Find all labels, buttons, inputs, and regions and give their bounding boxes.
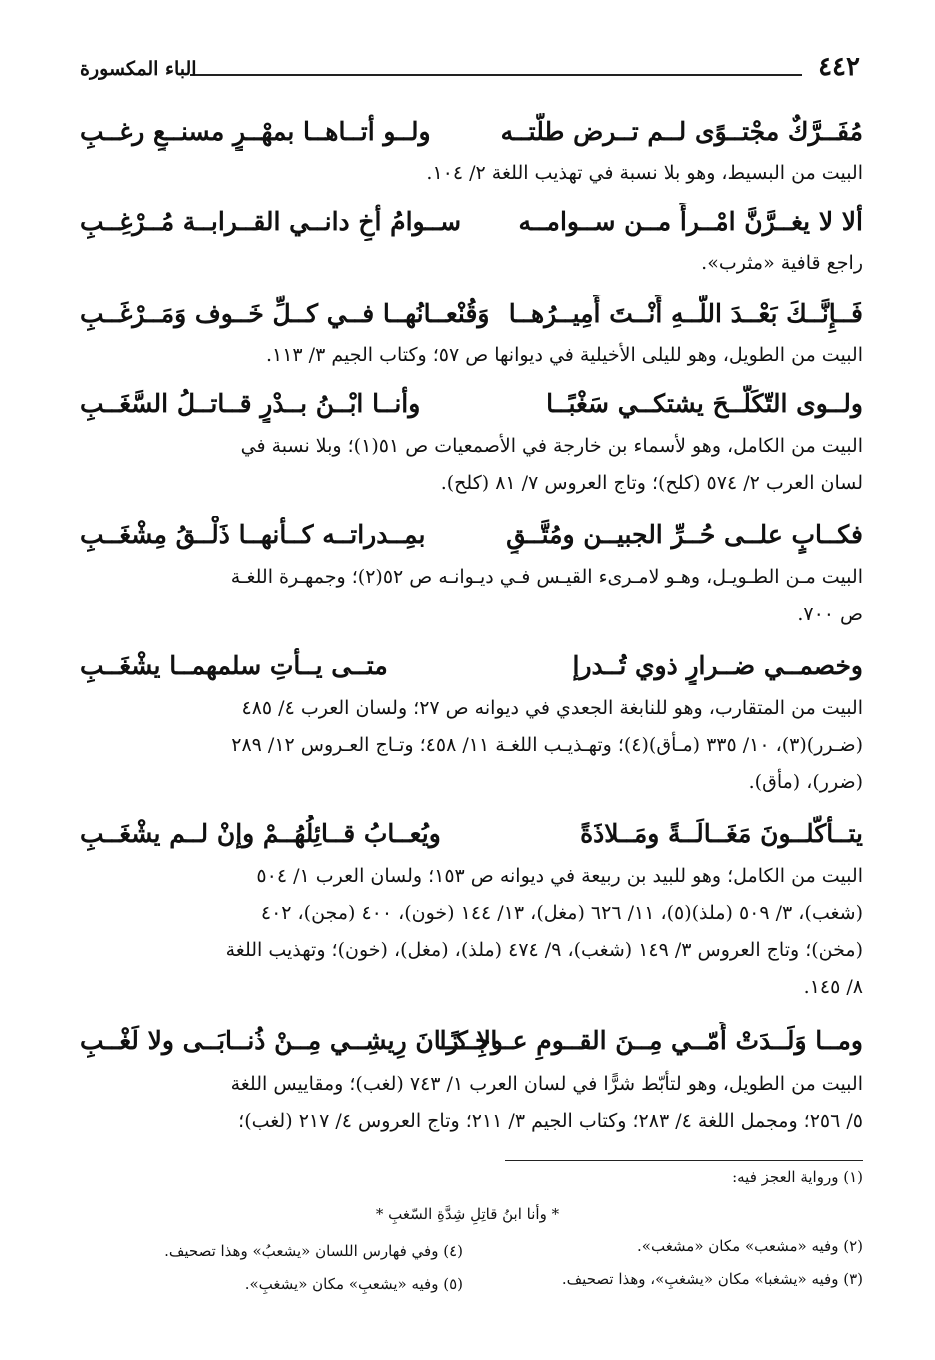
- source-note: ٥/ ٢٥٦؛ ومجمل اللغة ٤/ ٢٨٣؛ وكتاب الجيم ٣/ ٢١١؛ وتاج العروس ٤/ ٢١٧ (لغب)؛: [238, 1110, 863, 1132]
- verse: [80, 385, 863, 423]
- footnote-5: (٥) وفيه «يشعبِ» مكان «يشغبِ».: [244, 1275, 463, 1293]
- header-rule: [190, 74, 802, 76]
- verse-second-hemistich: متــى يــأتِ سلمهمــا يشْغَــبِ: [80, 651, 388, 680]
- source-note: ص ٧٠٠.: [797, 603, 863, 625]
- verse-second-hemistich: وَقُنْعــانُهــا فــي كــلِّ خَــوف وَمَــرْغَــبِ: [80, 299, 490, 328]
- verse-second-hemistich: ســوامُ أخٍ دانــي القــرابــة مُــرْغِــبِ: [80, 207, 462, 236]
- footnote-1-verse: * وأنا ابنُ قاتِلِ شِدَّةِ السّغبِ *: [375, 1205, 560, 1223]
- source-note: البيت من الكامل، وهو لأسماء بن خارجة في الأصمعيات ص ٥١(١)؛ وبلا نسبة في: [240, 435, 863, 457]
- source-note: البيت من الكامل؛ وهو للبيد بن ربيعة في ديوانه ص ١٥٣؛ ولسان العرب ١/ ٥٠٤: [256, 865, 863, 887]
- verse-first-hemistich: وخصمــي ضــرارٍ ذوي تُــدرإ: [572, 651, 863, 680]
- verse-first-hemistich: مُفَــرَّكٌ مجْتــوًى لــم تــرض طلّتــه: [500, 117, 863, 146]
- footnote-4: (٤) وفي فهارس اللسان «يشعبُ» وهذا تصحيف.: [164, 1242, 463, 1260]
- running-title: الباء المكسورة: [80, 58, 197, 80]
- source-note: (مخن)؛ وتاج العروس ٣/ ١٤٩ (شغب)، ٩/ ٤٧٤ (ملذ)، (مغل)، (خون)؛ وتهذيب اللغة: [225, 939, 863, 961]
- source-note: البيت من البسيط، وهو بلا نسبة في تهذيب اللغة ٢/ ١٠٤.: [426, 162, 863, 184]
- footnote-2: (٢) وفيه «مشعب» مكان «مشغب».: [637, 1237, 863, 1255]
- verse-first-hemistich: يتــأكّلــونَ مَغَــالَــةً ومَــلاذَةً: [580, 819, 863, 848]
- verse-first-hemistich: فكــابٍ علــى حُــرِّ الجبيــن ومُتَّــقٍ: [506, 520, 863, 549]
- source-note: راجع قافية «مثرب».: [701, 252, 863, 274]
- page-number: ٤٤٢: [818, 52, 860, 82]
- verse: [80, 295, 863, 333]
- source-note: البيت من الطويل، وهو لليلى الأخيلية في ديوانها ص ٥٧؛ وكتاب الجيم ٣/ ١١٣.: [265, 344, 863, 366]
- verse-second-hemistich: ولا كــانَ رِيشِــي مِــنْ ذُنــابَــى ولا لَغْــبِ: [80, 1026, 503, 1055]
- verse: [80, 1022, 863, 1060]
- verse-first-hemistich: ألا لا يغــرَّنَّ امْــرأً مــن ســوامــه: [518, 207, 863, 236]
- source-note: البيت من المتقارب، وهو للنابغة الجعدي في ديوانه ص ٢٧؛ ولسان العرب ٤/ ٤٨٥: [241, 697, 863, 719]
- source-note: (ضرر)، (مأق).: [748, 771, 863, 793]
- verse: [80, 815, 863, 853]
- footnote-3: (٣) وفيه «يشغبا» مكان «يشغبِ»، وهذا تصحيف.: [561, 1270, 863, 1288]
- source-note: (ضـرر)(٣)، ١٠/ ٣٣٥ (مـأق)(٤)؛ وتهـذيـب اللغـة ١١/ ٤٥٨؛ وتـاج العـروس ١٢/ ٢٨٩: [231, 734, 863, 756]
- verse-first-hemistich: فَــإِنَّــكَ بَعْــدَ اللّــهِ أَنْــتَ أَمِيــرُهــا: [508, 299, 863, 328]
- verse-second-hemistich: ويُعــابُ قــائِلُهُــمْ وإنْ لــم يشْغَــبِ: [80, 819, 441, 848]
- verse: [80, 516, 863, 554]
- verse: [80, 113, 863, 151]
- verse-second-hemistich: وأنــا ابْــنُ بــدْرٍ قــاتــلُ السَّغَــبِ: [80, 389, 421, 418]
- source-note: لسان العرب ٢/ ٥٧٤ (كلح)؛ وتاج العروس ٧/ ٨١ (كلح).: [440, 472, 863, 494]
- verse-second-hemistich: ولــو أتــاهــا بمهْــرٍ مسنــعٍ رغــبِ: [80, 117, 431, 146]
- source-note: ٨/ ١٤٥.: [803, 976, 863, 998]
- source-note: (شغب)، ٣/ ٥٠٩ (ملذ)(٥)، ١١/ ٦٢٦ (مغل)، ١٣/ ١٤٤ (خون)، ٤٠٠ (مجن)، ٤٠٢: [260, 902, 863, 924]
- verse-first-hemistich: ومــا وَلَــدَتْ أُمّــي مِــنَ القــومِ عــاجِــزًا: [439, 1026, 863, 1055]
- verse: [80, 203, 863, 241]
- source-note: البيت مـن الطـويـل، وهـو لامـرىء القيـس فـي ديـوانـه ص ٥٢(٢)؛ وجمهـرة اللغـة: [230, 566, 863, 588]
- verse: [80, 647, 863, 685]
- footnote-rule: [505, 1160, 863, 1161]
- verse-second-hemistich: بمِــدراتــه كــأنهــا ذَلْــقُ مِشْغَــبِ: [80, 520, 426, 549]
- source-note: البيت من الطويل، وهو لتأبّط شرًّا في لسان العرب ١/ ٧٤٣ (لغب)؛ ومقاييس اللغة: [230, 1073, 863, 1095]
- verse-first-hemistich: ولــوى التّكَلُّــحَ يشتكــي سَغْبًــا: [546, 389, 863, 418]
- page-header: [80, 52, 860, 82]
- footnote-1: (١) ورواية العجز فيه:: [732, 1168, 863, 1186]
